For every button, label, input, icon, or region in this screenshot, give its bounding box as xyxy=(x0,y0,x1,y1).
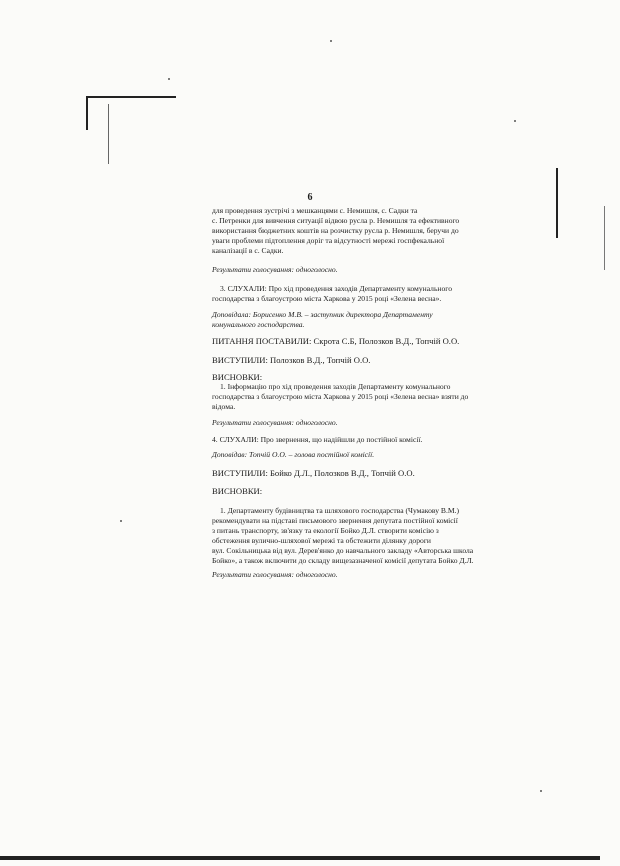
item-4-reporter: Доповідав: Топчій О.О. – голова постійної комісії. xyxy=(212,450,375,459)
text-line: господарства з благоустрою міста Харкова у 2015 році «Зелена весна» взяти до xyxy=(212,392,469,401)
text-line: обстеження вулично-шляхової мережі та обстежити ділянку дороги xyxy=(212,536,431,545)
conclusions-heading: ВИСНОВКИ: xyxy=(212,486,263,496)
text-line: для проведення зустрічі з мешканцями с. Немишля, с. Садки та xyxy=(212,206,418,215)
voting-result: Результати голосування: одноголосно. xyxy=(212,570,338,579)
scan-edge-bottom xyxy=(0,856,600,860)
conclusions-heading: ВИСНОВКИ: xyxy=(212,372,263,382)
text-line: вул. Сокільницька від вул. Дерев'янко до навчального закладу «Авторська школа xyxy=(212,546,474,555)
item-3-heard xyxy=(212,284,488,304)
voting-result: Результати голосування: одноголосно. xyxy=(212,265,338,274)
page-number: 6 xyxy=(307,192,313,203)
scan-edge-right xyxy=(556,168,558,238)
text-line: с. Петренки для вивчення ситуації відвою русла р. Немишля та ефективного xyxy=(212,216,460,225)
text-line: уваги проблеми підтоплення доріг та відсутності мережі госпфекальної xyxy=(212,236,445,245)
scan-speck xyxy=(168,78,170,80)
conclusion-1 xyxy=(212,382,488,412)
text-line: господарства з благоустрою міста Харкова у 2015 році «Зелена весна». xyxy=(212,294,442,303)
text-line: комунального господарства. xyxy=(212,320,305,329)
text-line: рекомендувати на підставі письмового звернення депутата постійної комісії xyxy=(212,516,458,525)
scan-speck xyxy=(330,40,332,42)
text-line: з питань транспорту, зв'язку та екології Бойко Д.Л. створити комісію з xyxy=(212,526,439,535)
text-line: Бойко», а також включити до складу вищезазначеної комісії депутата Бойко Д.Л. xyxy=(212,556,474,565)
paragraph-1 xyxy=(212,206,488,256)
item-4-heard: 4. СЛУХАЛИ: Про звернення, що надійшли до постійної комісії. xyxy=(212,435,423,444)
item-3-reporter xyxy=(212,310,488,330)
scan-edge-top-left xyxy=(86,96,176,98)
text-line: каналізації в с. Садки. xyxy=(212,246,284,255)
scan-edge-right-2 xyxy=(604,206,605,270)
text-line: відома. xyxy=(212,402,236,411)
voting-result: Результати голосування: одноголосно. xyxy=(212,418,338,427)
text-line: 1. Інформацію про хід проведення заходів Департаменту комунального xyxy=(220,382,451,391)
text-line: 3. СЛУХАЛИ: Про хід проведення заходів Департаменту комунального xyxy=(220,284,452,293)
questions-raised: ПИТАННЯ ПОСТАВИЛИ: Скрота С.Б, Полозков В.Д., Топчій О.О. xyxy=(212,336,460,346)
scan-speck xyxy=(514,120,516,122)
scan-speck xyxy=(120,520,122,522)
text-line: 1. Департаменту будівництва та шляхового господарства (Чумакову В.М.) xyxy=(220,506,460,515)
scan-speck xyxy=(540,790,542,792)
speakers: ВИСТУПИЛИ: Бойко Д.Л., Полозков В.Д., Топчій О.О. xyxy=(212,468,415,478)
speakers: ВИСТУПИЛИ: Полозков В.Д., Топчій О.О. xyxy=(212,355,371,365)
conclusion-2 xyxy=(212,506,488,566)
scan-edge-mid xyxy=(108,104,109,164)
text-line: Доповідала: Борисенко М.В. – заступник директора Департаменту xyxy=(212,310,433,319)
text-line: використання бюджетних коштів на розчистку русла р. Немишля, беручи до xyxy=(212,226,459,235)
scan-edge-left xyxy=(86,96,88,130)
